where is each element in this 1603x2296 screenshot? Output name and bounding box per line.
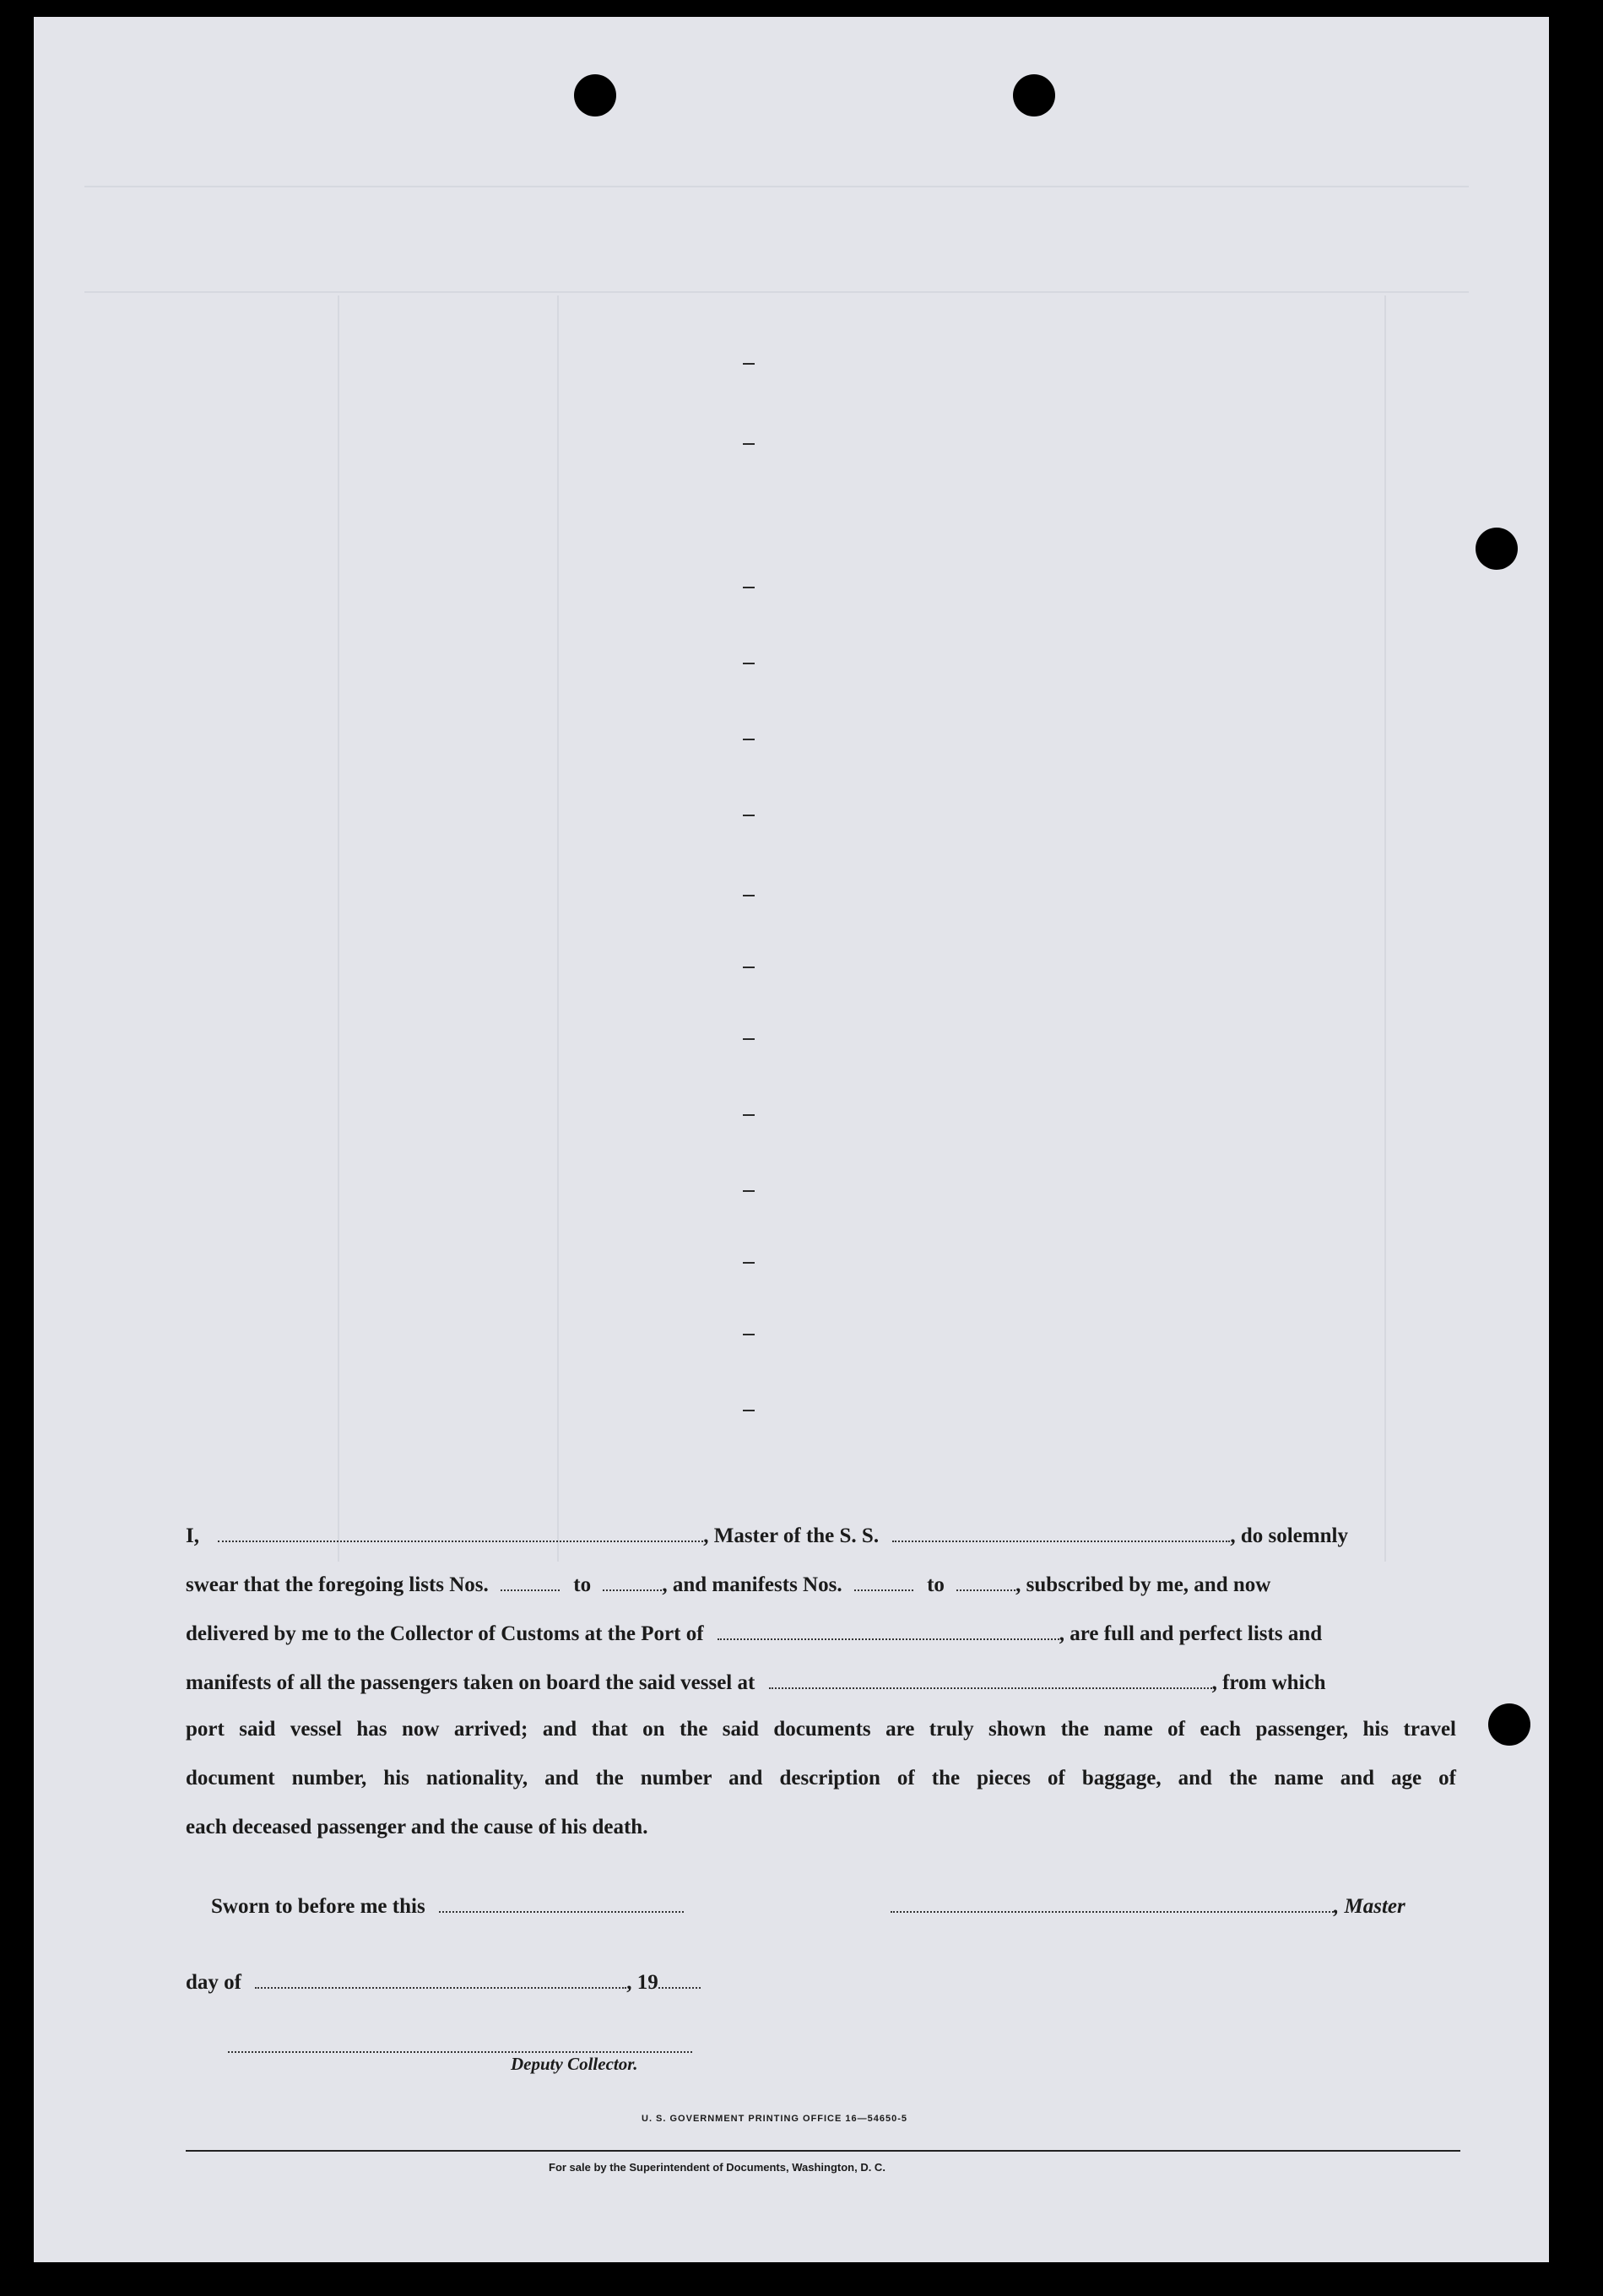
vessel-port-blank [769, 1669, 1212, 1689]
oath-text: manifests of all the passengers taken on board the said vessel at [186, 1671, 755, 1694]
dash-mark [743, 363, 755, 365]
footer-rule [186, 2150, 1460, 2152]
master-label: , Master [1334, 1895, 1405, 1918]
dash-mark [743, 587, 755, 588]
oath-line-7: each deceased passenger and the cause of his death. [186, 1816, 648, 1838]
oath-text: swear that the foregoing lists Nos. [186, 1573, 489, 1596]
oath-line-2 [186, 1571, 1456, 1597]
dash-mark [743, 1334, 755, 1335]
dash-mark [743, 967, 755, 968]
dash-mark [743, 663, 755, 664]
oath-text: , and manifests Nos. [662, 1573, 842, 1596]
oath-line-6: document number, his nationality, and the number and description of the pieces of baggage, and the name and age of [186, 1767, 1456, 1790]
oath-text: , do solemnly [1230, 1524, 1348, 1547]
dash-mark [743, 1410, 755, 1411]
ghost-rule [84, 186, 1469, 187]
master-signature-line [891, 1893, 1465, 1919]
manifest-from-blank [854, 1571, 913, 1591]
master-name-blank [218, 1522, 703, 1542]
sworn-date-blank [439, 1893, 684, 1913]
dash-mark [743, 1190, 755, 1192]
manifest-to-blank [956, 1571, 1015, 1591]
oath-text: , from which [1211, 1671, 1326, 1694]
master-signature-blank [891, 1893, 1334, 1913]
year-blank [658, 1968, 701, 1989]
dash-mark [743, 739, 755, 740]
printing-office-imprint: U. S. GOVERNMENT PRINTING OFFICE 16—54650-5 [642, 2114, 908, 2124]
oath-text: , are full and perfect lists and [1059, 1622, 1323, 1645]
list-from-blank [501, 1571, 560, 1591]
dash-mark [743, 815, 755, 816]
list-to-blank [603, 1571, 662, 1591]
ghost-rule [338, 295, 339, 1562]
punch-hole-top-right [1013, 74, 1055, 116]
ghost-rule [84, 291, 1469, 293]
oath-line-3 [186, 1620, 1456, 1646]
port-blank [718, 1620, 1059, 1640]
oath-text: , subscribed by me, and now [1015, 1573, 1271, 1596]
day-line [186, 1968, 1456, 1995]
for-sale-notice: For sale by the Superintendent of Documents, Washington, D. C. [549, 2161, 885, 2174]
oath-text: to [573, 1573, 592, 1596]
oath-line-1 [186, 1522, 1456, 1548]
oath-text: , Master of the S. S. [703, 1524, 880, 1547]
document-page [34, 17, 1549, 2262]
ship-name-blank [892, 1522, 1230, 1542]
punch-hole-right-lower [1488, 1703, 1530, 1746]
dash-mark [743, 1038, 755, 1040]
deputy-signature-blank [228, 2033, 692, 2053]
day-of-label: day of [186, 1971, 241, 1994]
oath-text: I, [186, 1524, 199, 1547]
year-prefix: , 19 [626, 1971, 658, 1994]
ghost-rule [557, 295, 559, 1562]
dash-mark [743, 895, 755, 896]
punch-hole-top-left [574, 74, 616, 116]
dash-mark [743, 1114, 755, 1116]
oath-line-5: port said vessel has now arrived; and that on the said documents are truly shown the name of each passenger, his travel [186, 1718, 1456, 1741]
oath-text: to [927, 1573, 945, 1596]
punch-hole-right-upper [1476, 528, 1518, 570]
ghost-rule [1384, 295, 1386, 1562]
oath-line-4 [186, 1669, 1456, 1695]
day-month-blank [255, 1968, 626, 1989]
sworn-label: Sworn to before me this [211, 1895, 425, 1918]
dash-mark [743, 443, 755, 445]
deputy-collector-label: Deputy Collector. [511, 2054, 638, 2074]
oath-text: delivered by me to the Collector of Customs at the Port of [186, 1622, 704, 1645]
dash-mark [743, 1262, 755, 1264]
